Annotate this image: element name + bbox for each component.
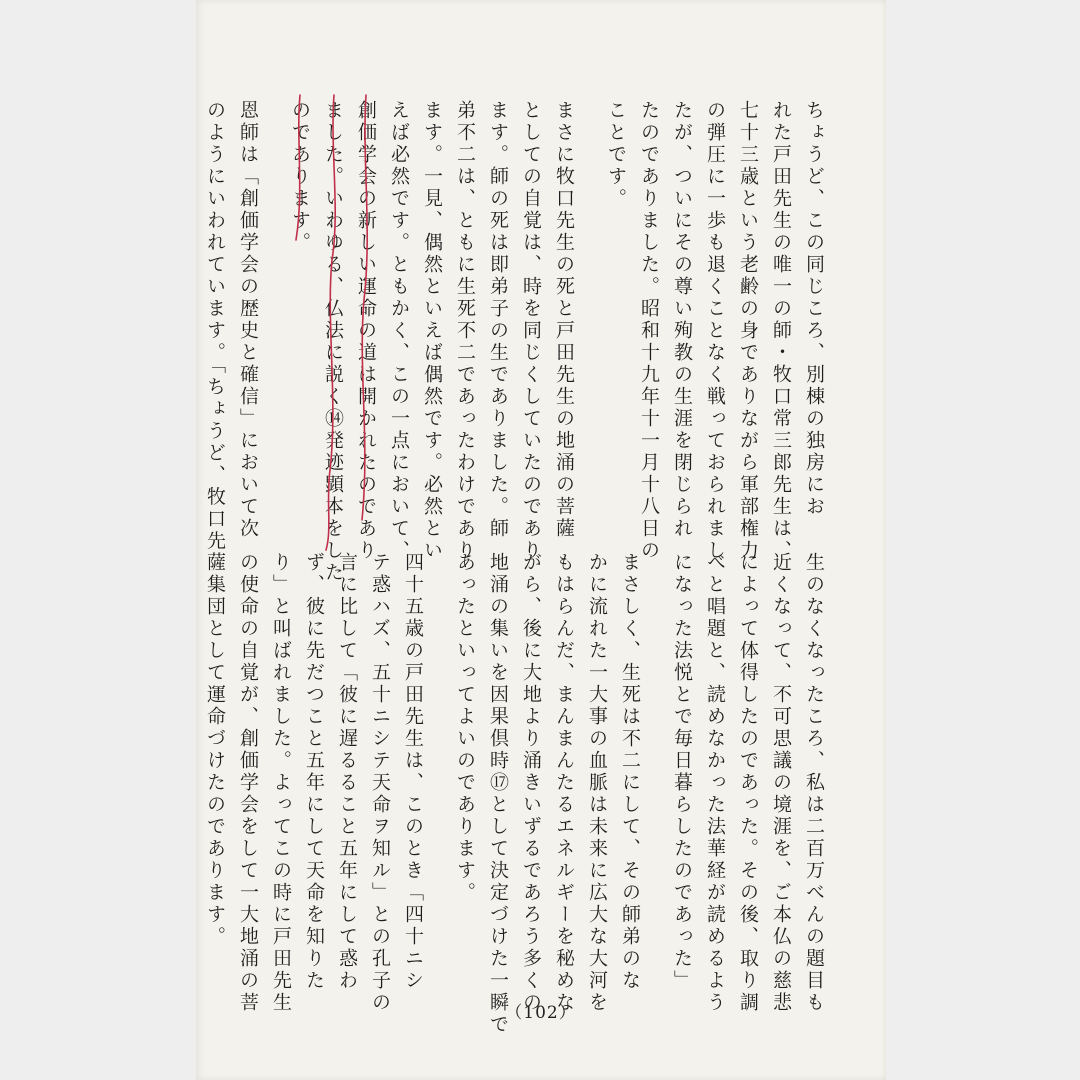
text-line: もはらんだ、まんまんたるエネルギーを秘めな (553, 552, 575, 1014)
text-line: によって体得したのであった。その後、取り調 (737, 552, 759, 1014)
text-line: ず、彼に先だつこと五年にして天命を知りた (303, 552, 325, 992)
text-line: 言に比して「彼に遅るること五年にして惑わ (336, 552, 358, 992)
text-line: がら、後に大地より涌きいずるであろう多くの (520, 552, 542, 1014)
text-line: としての自覚は、時を同じくしていたのであり (520, 100, 542, 562)
text-line: になった法悦とで毎日暮らしたのであった」 (671, 552, 693, 992)
text-line: テ惑ハズ、五十ニシテ天命ヲ知ル」との孔子の (369, 552, 391, 1014)
text-line: ます。師の死は即弟子の生でありました。師 (487, 100, 509, 540)
text-line: えば必然です。ともかく、この一点において、 (388, 100, 410, 562)
text-line: のようにいわれています。「ちょうど、牧口先 (204, 100, 226, 553)
text-line: のであります。 (289, 100, 311, 254)
text-line: 創価学会の新しい運命の道は開かれたのであり (355, 100, 377, 562)
text-line: れた戸田先生の唯一の師・牧口常三郎先生は、 (770, 100, 792, 562)
text-line: たが、ついにその尊い殉教の生涯を閉じられ (671, 100, 693, 540)
text-line: べと唱題と、読めなかった法華経が読めるよう (704, 552, 726, 1014)
text-line: 七十三歳という老齢の身でありながら軍部権力 (737, 100, 759, 562)
text-line: 四十五歳の戸田先生は、このとき「四十ニシ (402, 552, 424, 992)
text-line: まさに牧口先生の死と戸田先生の地涌の菩薩 (553, 100, 575, 540)
text-line: ました。いわゆる、仏法に説く⑭発迹顕本をした (322, 100, 344, 584)
text-line: あったといってよいのであります。 (454, 552, 476, 904)
text-line: 生のなくなったころ、私は二百万べんの題目も (803, 552, 825, 1014)
text-line: ことです。 (605, 100, 627, 210)
text-line: 薩集団として運命づけたのであります。 (204, 552, 226, 948)
text-line: 地涌の集いを因果倶時⑰として決定づけた一瞬で (487, 552, 509, 1036)
text-line: り」と叫ばれました。よってこの時に戸田先生 (270, 552, 292, 1014)
book-page (196, 0, 886, 1080)
text-line: まさしく、生死は不二にして、その師弟のな (619, 552, 641, 992)
page-number: （102） (505, 1003, 577, 1023)
text-line: たのでありました。昭和十九年十一月十八日の (638, 100, 660, 562)
text-line: ちょうど、この同じころ、別棟の独房にお (803, 100, 825, 518)
text-line: の弾圧に一歩も退くことなく戦っておられまし (704, 100, 726, 562)
text-line: 恩師は「創価学会の歴史と確信」において次 (237, 100, 259, 540)
text-line: 近くなって、不可思議の境涯を、ご本仏の慈悲 (770, 552, 792, 1014)
text-line: 弟不二は、ともに生死不二であったわけであり (454, 100, 476, 562)
text-block-upper (204, 100, 830, 584)
text-line: の使命の自覚が、創価学会をして一大地涌の菩 (237, 552, 259, 1014)
text-line: ます。一見、偶然といえば偶然です。必然とい (421, 100, 443, 562)
text-line: かに流れた一大事の血脈は未来に広大な大河を (586, 552, 608, 1014)
